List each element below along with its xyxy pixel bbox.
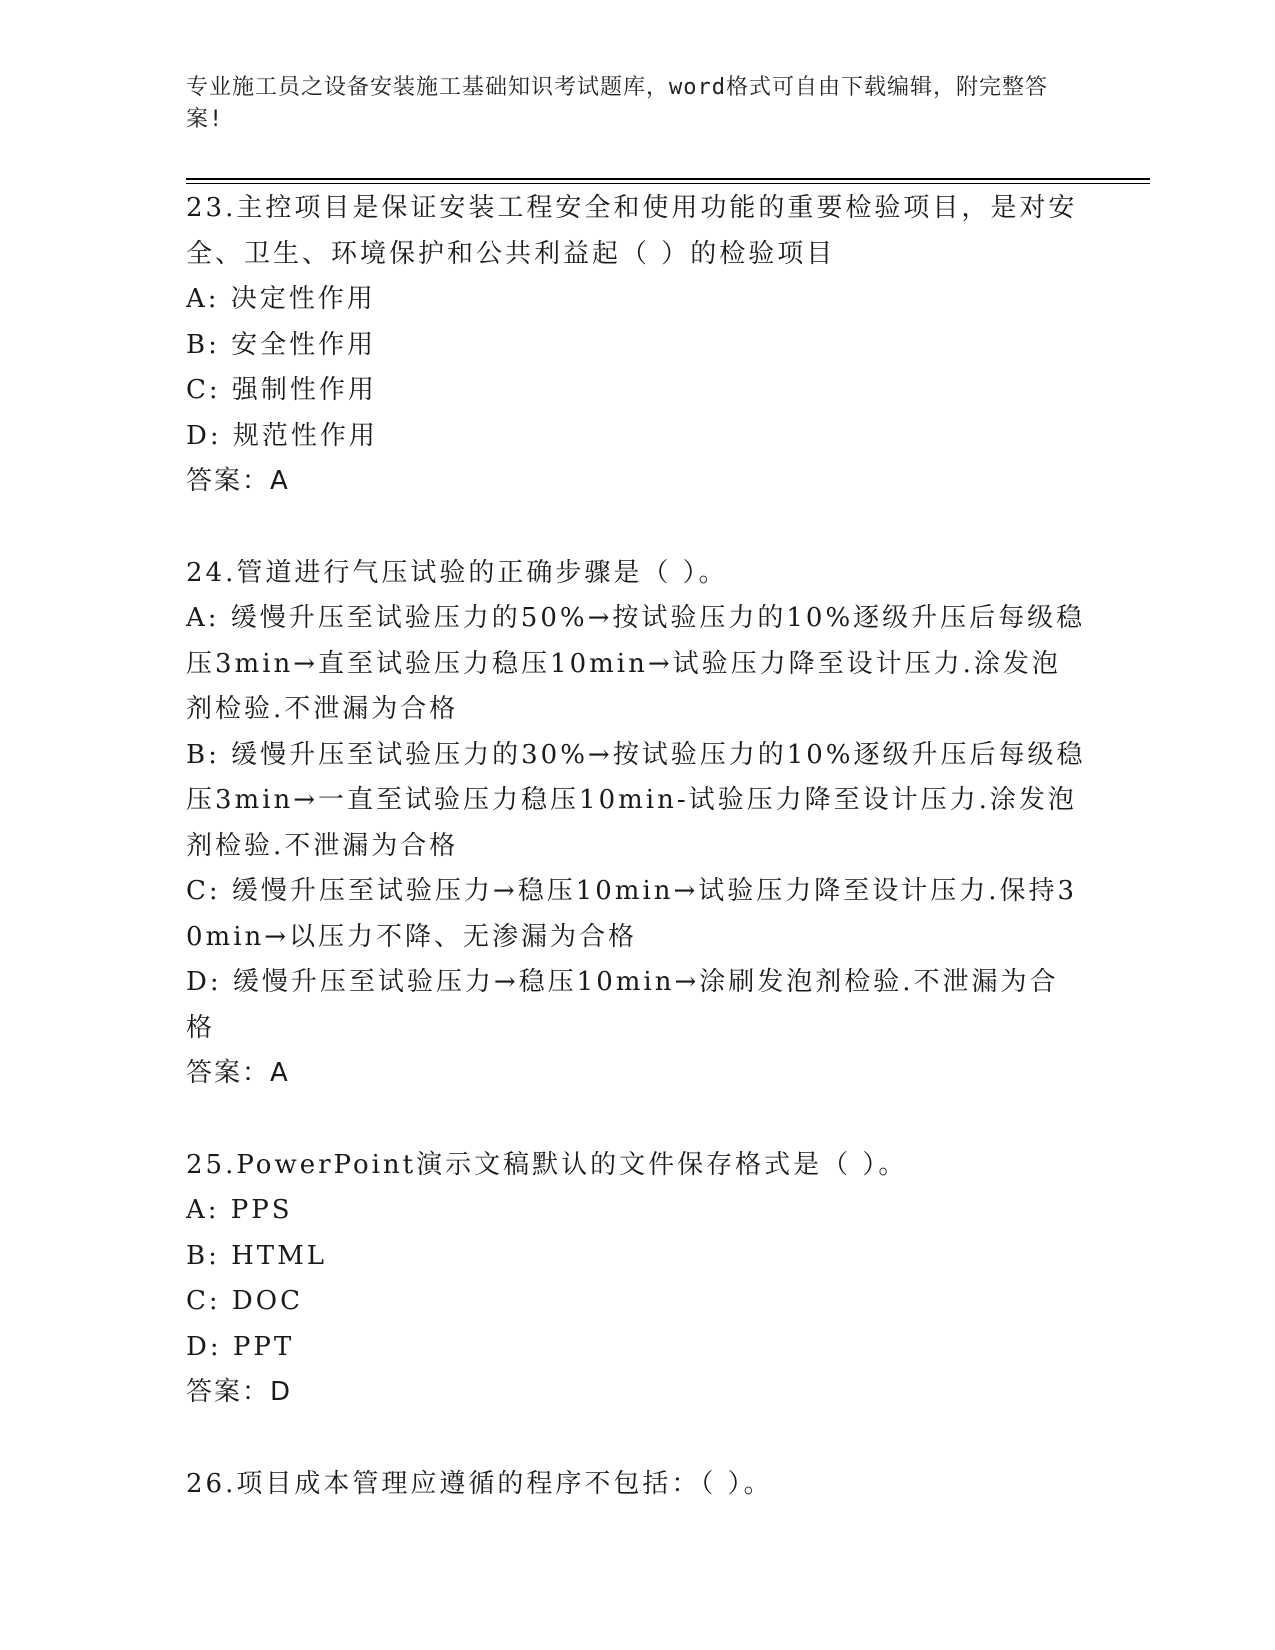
option-b: B: 缓慢升压至试验压力的30%→按试验压力的10%逐级升压后每级稳压3min→一直至试验压力稳压10min-试验压力降至设计压力.涂发泡剂检验.不泄漏为合格 xyxy=(186,739,1086,861)
question-23 xyxy=(186,186,1086,505)
option-a: A: 缓慢升压至试验压力的50%→按试验压力的10%逐级升压后每级稳压3min→直至试验压力稳压10min→试验压力降至设计压力.涂发泡剂检验.不泄漏为合格 xyxy=(186,603,1086,724)
question-25 xyxy=(186,1143,1086,1416)
question-stem: 25.PowerPoint演示文稿默认的文件保存格式是（ ）。 xyxy=(186,1149,908,1180)
question-24 xyxy=(186,551,1086,1097)
answer-label: 答案：A xyxy=(186,1058,290,1088)
option-b: B: 安全性作用 xyxy=(186,329,377,360)
document-header: 专业施工员之设备安装施工基础知识考试题库，word格式可自由下载编辑，附完整答案! xyxy=(186,75,1048,132)
question-26 xyxy=(186,1462,1086,1508)
answer-label: 答案：A xyxy=(186,466,290,496)
option-d: D: 规范性作用 xyxy=(186,420,378,451)
option-a: A: 决定性作用 xyxy=(186,284,376,314)
question-stem: 26.项目成本管理应遵循的程序不包括：（ ）。 xyxy=(186,1468,773,1499)
question-stem: 24.管道进行气压试验的正确步骤是（ ）。 xyxy=(186,557,728,588)
header-divider-thick xyxy=(186,178,1150,180)
option-a: A: PPS xyxy=(186,1195,293,1225)
option-c: C: 强制性作用 xyxy=(186,375,377,405)
option-b: B: HTML xyxy=(186,1240,328,1271)
option-c: C: 缓慢升压至试验压力→稳压10min→试验压力降至设计压力.保持30min→以压力不降、无渗漏为合格 xyxy=(186,876,1078,952)
option-d: D: PPT xyxy=(186,1331,295,1362)
option-d: D: 缓慢升压至试验压力→稳压10min→涂刷发泡剂检验.不泄漏为合格 xyxy=(186,967,1059,1043)
question-list xyxy=(186,186,1086,1507)
answer-label: 答案：D xyxy=(186,1377,293,1407)
header-divider-thin xyxy=(186,183,1150,184)
question-stem: 23.主控项目是保证安装工程安全和使用功能的重要检验项目，是对安全、卫生、环境保护和公共利益起（ ）的检验项目 xyxy=(186,193,1078,269)
option-c: C: DOC xyxy=(186,1286,303,1316)
